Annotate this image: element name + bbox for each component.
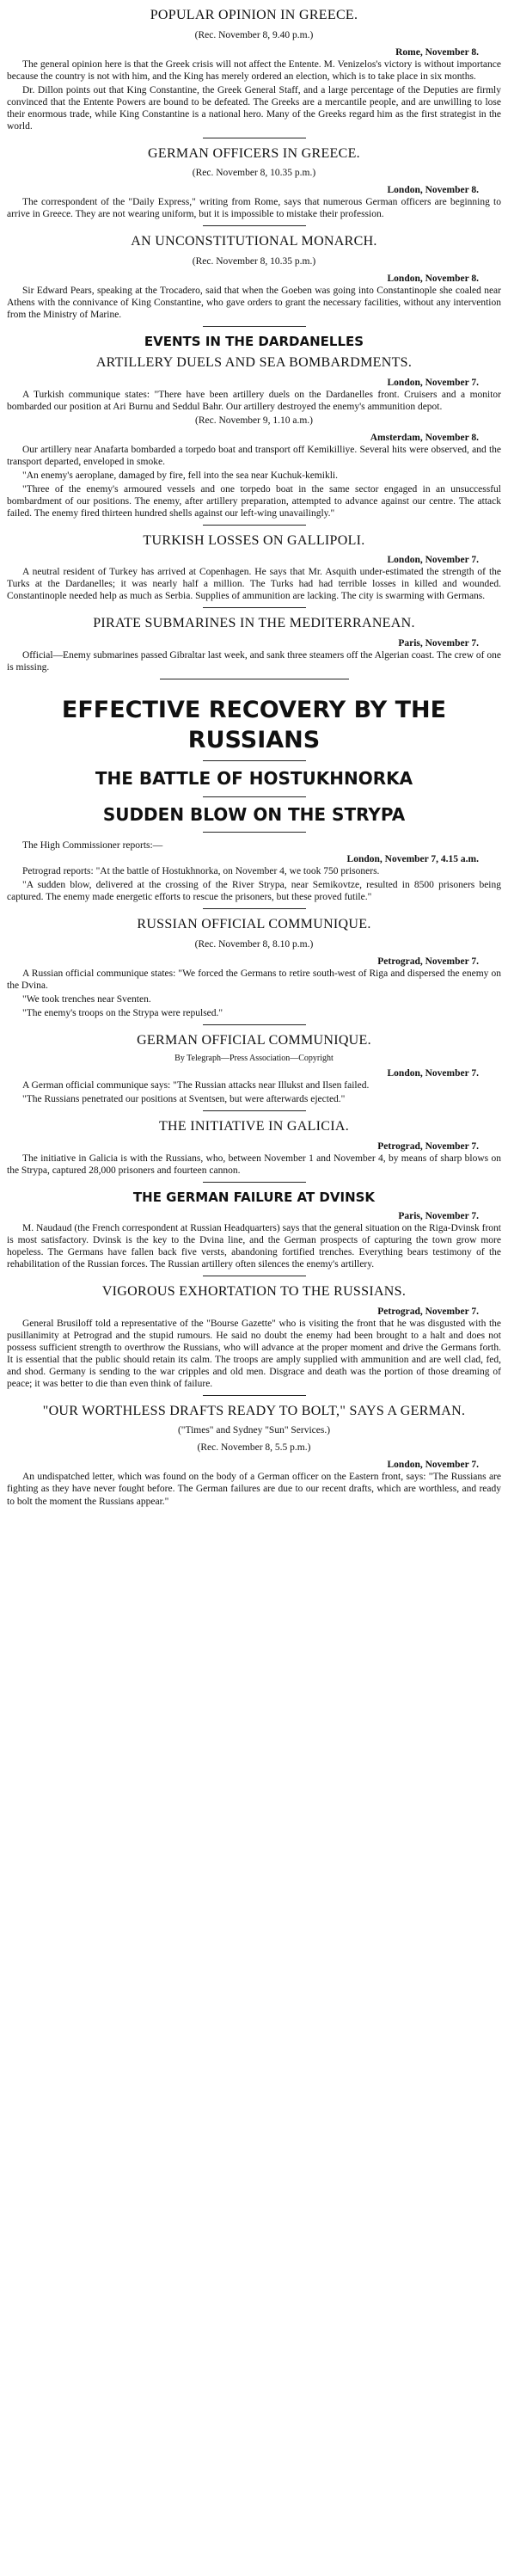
article-initiative-galicia: [7, 1118, 501, 1177]
article-heading: THE INITIATIVE IN GALICIA.: [158, 1119, 350, 1134]
sub-headline: THE BATTLE OF HOSTUKHNORKA: [95, 768, 413, 790]
dateline: Rome, November 8.: [395, 46, 479, 58]
paragraph: The initiative in Galicia is with the Russians, who, between November 1 and November 4, by means of sharp blows on the Strypa, captured 28,000 prisoners and fourteen cannon.: [7, 1153, 501, 1176]
article-heading: PIRATE SUBMARINES IN THE MEDITERRANEAN.: [93, 616, 415, 631]
dateline: London, November 7.: [387, 377, 479, 388]
intro-line: The High Commissioner reports:—: [22, 839, 163, 851]
paragraph: A Russian official communique states: "We forced the Germans to retire south-west of Riga and dispersed the enemy on the Dvina.: [7, 968, 501, 991]
dateline: London, November 7.: [387, 1068, 479, 1079]
received-line: (Rec. November 8, 8.10 p.m.): [194, 938, 314, 950]
article-heading: GERMAN OFFICIAL COMMUNIQUE.: [137, 1032, 371, 1048]
divider: [203, 607, 306, 608]
paragraph: Sir Edward Pears, speaking at the Trocadero, said that when the Goeben was going into Constantinople she coaled near Athens with the connivance of King Constantine, who gave orders to grant the necessary facilities, without any intervention from the Ministry of Marine.: [7, 285, 501, 320]
received-line: (Rec. November 8, 10.35 p.m.): [192, 168, 316, 179]
article-german-officers-greece: [7, 145, 501, 221]
copyright-line: By Telegraph—Press Association—Copyright: [174, 1054, 334, 1064]
received-line: (Rec. November 8, 9.40 p.m.): [194, 29, 314, 40]
newspaper-column: [7, 0, 501, 1508]
paragraph: "Three of the enemy's armoured vessels and one torpedo boat in the same sector engaged in an unsuccessful bombardment of our positions. The enemy, after artillery preparation, attempted to advance against our centre. The attack failed. The enemy fired thirteen hundred shells against our left-wing unavailingly.": [7, 483, 501, 519]
dateline: London, November 7, 4.15 a.m.: [346, 853, 479, 864]
paragraph: "The enemy's troops on the Strypa were repulsed.": [22, 1007, 223, 1018]
article-heading: TURKISH LOSSES ON GALLIPOLI.: [143, 532, 365, 548]
section-bold-heading: THE GERMAN FAILURE AT DVINSK: [132, 1189, 376, 1205]
divider: [203, 760, 306, 761]
divider: [203, 326, 306, 327]
divider: [203, 908, 306, 909]
paragraph: Our artillery near Anafarta bombarded a torpedo boat and transport off Kemikilliye. Several hits were observed, and the transport departed, enveloped in smoke.: [7, 444, 501, 467]
paragraph: "An enemy's aeroplane, damaged by fire, fell into the sea near Kuchuk-kemikli.: [22, 470, 338, 481]
divider: [203, 225, 306, 226]
article-dardanelles: [7, 334, 501, 520]
services-line: ("Times" and Sydney "Sun" Services.): [177, 1425, 331, 1436]
section-bold-heading: EVENTS IN THE DARDANELLES: [144, 333, 364, 349]
article-heading: ARTILLERY DUELS AND SEA BOMBARDMENTS.: [95, 355, 413, 371]
divider: [203, 525, 306, 526]
paragraph: M. Naudaud (the French correspondent at Russian Headquarters) says that the general situation on the Riga-Dvinsk front is most satisfactory. Dvinsk is the key to the Dvina line, and the German prospects of capturing the town grow more hopeless. The Germans have fallen back five versts, abandoning fortified trenches. Everything bears testimony of the rehabilitation of the Russian forces. The Russian artillery often silences the enemy's artillery.: [7, 1223, 501, 1270]
article-heading: POPULAR OPINION IN GREECE.: [150, 8, 358, 22]
article-vigorous-exhortation: [7, 1283, 501, 1390]
article-pirate-submarines: [7, 615, 501, 673]
dateline: Petrograd, November 7.: [377, 1140, 479, 1152]
paragraph: Petrograd reports: "At the battle of Hostukhnorka, on November 4, we took 750 prisoners.: [22, 865, 380, 876]
paragraph: A Turkish communique states: "There have been artillery duels on the Dardanelles front. Cruisers and a monitor bombarded our position at Ari Burnu and Seddul Bahr. Our artillery destroyed the enemy's ammunition depot.: [7, 389, 501, 412]
divider: [203, 1110, 306, 1111]
paragraph: An undispatched letter, which was found on the body of a German officer on the Eastern front, says: "The Russians are fighting as they have never fought before. The German failures are due to our recent drafts, which are worthless, and ready to bolt the moment the Russians appear.": [7, 1472, 501, 1507]
dateline: Petrograd, November 7.: [377, 1306, 479, 1317]
divider: [203, 796, 306, 797]
article-german-communique: [7, 1032, 501, 1106]
paragraph: The general opinion here is that the Greek crisis will not affect the Entente. M. Venizelos's victory is without importance because the country is not with him, and the King has merely ordered an election, which is to take place in six months.: [7, 58, 501, 82]
received-line: (Rec. November 9, 1.10 a.m.): [194, 415, 313, 426]
paragraph: Dr. Dillon points out that King Constantine, the Greek General Staff, and a large percentage of the Deputies are firmly convinced that the Entente Powers are bound to be defeated. The Greeks are a mercantile people, and are unwilling to lose their enormous trade, while King Constantine is a national hero. Many of the Greeks regard him as the first strategist in the world.: [7, 84, 501, 132]
paragraph: General Brusiloff told a representative of the "Bourse Gazette" who is visiting the front that he was disgusted with the pusillanimity at Petrograd and the stupid rumours. He said no doubt the enemy had been brought to a halt and does not possess sufficient strength to overthrow the Russians, who will advance at the proper moment and drive the Germans forth. It is essential that the public should retain its calm. The troops are amply supplied with ammunition and are well clad, fed, and shod. Germany is sending to the war cripples and old men. Disgrace and death was the portion of those dreaming of peace; it was better to die than even think of failure.: [7, 1318, 501, 1389]
paragraph: A neutral resident of Turkey has arrived at Copenhagen. He says that Mr. Asquith under-estimated the strength of the Turks at the Dardanelles; it was nearly half a million. The Turks had had terrible losses in killed and wounded. Constantinople needed help as much as Serbia. Supplies of ammunition are lacking. The city is swarming with Germans.: [7, 567, 501, 602]
dateline: London, November 7.: [387, 1460, 479, 1471]
article-heading: GERMAN OFFICERS IN GREECE.: [148, 145, 360, 161]
article-heading: VIGOROUS EXHORTATION TO THE RUSSIANS.: [101, 1284, 407, 1300]
dateline: Petrograd, November 7.: [377, 956, 479, 967]
dateline: Paris, November 7.: [398, 637, 479, 649]
article-worthless-drafts: [7, 1403, 501, 1508]
divider: [203, 1395, 306, 1396]
dateline: Paris, November 7.: [398, 1211, 479, 1222]
received-line: (Rec. November 8, 5.5 p.m.): [197, 1442, 311, 1454]
article-unconstitutional-monarch: [7, 233, 501, 321]
paragraph: "The Russians penetrated our positions at Sventsen, but were afterwards ejected.": [22, 1094, 346, 1105]
article-russian-communique: [7, 916, 501, 1019]
paragraph: "A sudden blow, delivered at the crossing of the River Strypa, near Semikovtze, resulted in 8500 prisoners being captured. The enemy made energetic efforts to rescue the prisoners, but these proved futile.": [7, 879, 501, 902]
dateline: Amsterdam, November 8.: [370, 432, 479, 443]
article-heading: AN UNCONSTITUTIONAL MONARCH.: [131, 234, 377, 249]
divider: [203, 832, 306, 833]
article-heading: "OUR WORTHLESS DRAFTS READY TO BOLT," SAYS A GERMAN.: [42, 1403, 466, 1418]
main-headline: EFFECTIVE RECOVERY BY THE RUSSIANS: [61, 696, 447, 754]
dateline: London, November 8.: [387, 185, 479, 196]
article-turkish-losses: [7, 532, 501, 603]
paragraph: "We took trenches near Sventen.: [22, 993, 151, 1005]
divider: [203, 1024, 306, 1025]
paragraph: A German official communique says: "The Russian attacks near Illukst and Ilsen failed.: [22, 1080, 370, 1091]
paragraph: Official—Enemy submarines passed Gibraltar last week, and sank three steamers off the Algerian coast. The crew of one is missing.: [7, 649, 501, 673]
dateline: London, November 8.: [387, 273, 479, 284]
article-german-failure-dvinsk: [7, 1190, 501, 1270]
paragraph: The correspondent of the "Daily Express," writing from Rome, says that numerous German officers are beginning to arrive in Greece. They are not wearing uniform, but it is impossible to mistake their profession.: [7, 197, 501, 220]
divider: [203, 1182, 306, 1183]
article-popular-opinion-greece: [7, 7, 501, 132]
article-russian-recovery: [7, 695, 501, 903]
dateline: London, November 7.: [387, 555, 479, 566]
sub-headline: SUDDEN BLOW ON THE STRYPA: [102, 803, 406, 825]
article-heading: RUSSIAN OFFICIAL COMMUNIQUE.: [137, 916, 371, 931]
received-line: (Rec. November 8, 10.35 p.m.): [192, 255, 316, 267]
